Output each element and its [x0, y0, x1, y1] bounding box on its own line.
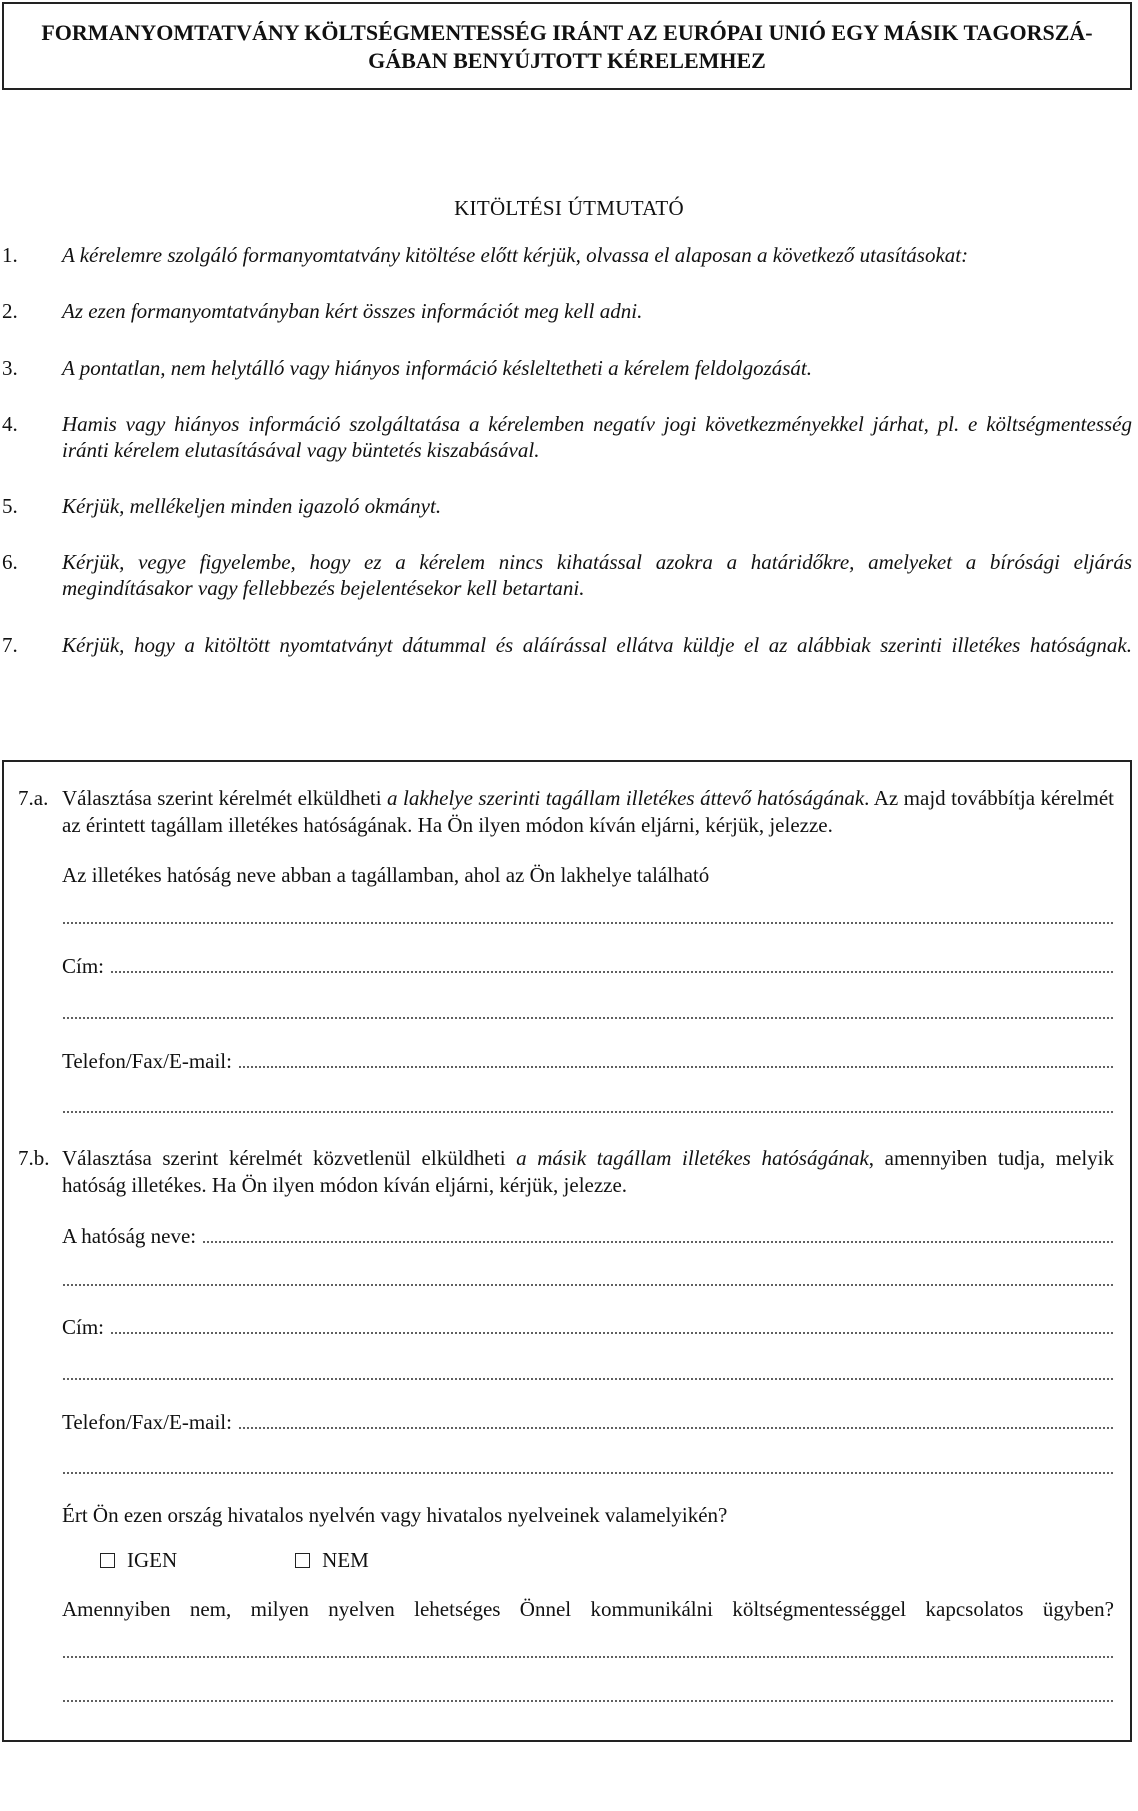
section-7a-text-emphasis: a lakhelye szerinti tagállam illetékes áttevő hatóságának [387, 786, 865, 810]
instruction-number: 3. [2, 356, 18, 380]
section-7b-paragraph [62, 1145, 1114, 1199]
section-7a-contact-field-line-2[interactable] [62, 1111, 1114, 1113]
instruction-text: Az ezen formanyomtatványban kért összes információt meg kell adni. [62, 299, 643, 323]
option-no-label: NEM [322, 1547, 369, 1572]
section-7b-number: 7.b. [18, 1146, 50, 1170]
section-7b-address-label: Cím: [62, 1315, 105, 1339]
section-7a-number: 7.a. [18, 786, 49, 810]
form-title-line-1: FORMANYOMTATVÁNY KÖLTSÉGMENTESSÉG IRÁNT AZ EURÓPAI UNIÓ EGY MÁSIK TAGORSZÁ- [41, 20, 1093, 45]
guide-heading: KITÖLTÉSI ÚTMUTATÓ [454, 196, 684, 220]
instruction-number: 1. [2, 243, 18, 267]
other-language-field-line-2[interactable] [62, 1700, 1114, 1702]
instruction-number: 6. [2, 550, 18, 574]
instruction-text: Kérjük, vegye figyelembe, hogy ez a kérelem nincs kihatással azokra a határidőkre, amelyeket a bírósági eljárás megindításakor vagy fellebbezés bejelentésekor kell betartani. [62, 550, 1132, 600]
section-7a-address-field-line-2[interactable] [62, 1017, 1114, 1019]
section-7b-authority-field-line-2[interactable] [62, 1284, 1114, 1286]
section-7a-authority-label: Az illetékes hatóság neve abban a tagállamban, ahol az Ön lakhelye található [62, 863, 710, 887]
section-7a-address-field[interactable] [62, 952, 1114, 980]
section-7b-text-b: , amennyiben tudja, melyik hatóság illetékes. Ha Ön ilyen módon kíván eljárni, kérjük, jelezze. [62, 1146, 1114, 1197]
section-7b-address-field[interactable] [62, 1313, 1114, 1341]
section-7b-authority-label: A hatóság neve: [62, 1224, 197, 1248]
instruction-text: Kérjük, mellékeljen minden igazoló okmányt. [62, 494, 442, 518]
option-yes-label: IGEN [127, 1547, 178, 1572]
section-7b-text-a: Választása szerint kérelmét közvetlenül elküldheti [62, 1146, 517, 1170]
instruction-text: A kérelemre szolgáló formanyomtatvány kitöltése előtt kérjük, olvassa el alaposan a következő utasításokat: [62, 243, 969, 267]
section-7b-contact-label: Telefon/Fax/E-mail: [62, 1410, 232, 1434]
option-yes[interactable] [100, 1548, 177, 1573]
form-title-box [2, 2, 1132, 90]
section-7a-text-b: . Az majd továbbítja kérelmét az érintett tagállam illetékes hatóságának. Ha Ön ilyen módon kíván eljárni, kérjük, jelezze. [62, 786, 1114, 837]
other-language-question: Amennyiben nem, milyen nyelven lehetséges Önnel kommunikálni költségmentességgel kapcsolatos ügyben? [62, 1597, 1114, 1621]
section-7a-address-dots [110, 971, 1114, 973]
language-options [100, 1546, 487, 1574]
instruction-number: 7. [2, 633, 18, 657]
section-7b-contact-dots [238, 1427, 1114, 1429]
instruction-number: 2. [2, 299, 18, 323]
option-no[interactable] [295, 1548, 369, 1573]
section-7a-authority-field[interactable] [62, 922, 1114, 924]
section-7b-contact-field[interactable] [62, 1408, 1114, 1436]
section-7a-contact-field[interactable] [62, 1047, 1114, 1075]
instruction-number: 4. [2, 412, 18, 436]
section-7b-address-dots [110, 1332, 1114, 1334]
section-7b-authority-dots [202, 1241, 1114, 1243]
instruction-text: Hamis vagy hiányos információ szolgáltatása a kérelemben negatív jogi következményekkel járhat, pl. e költségmentesség iránti kérelem elutasításával vagy büntetés kiszabásával. [62, 412, 1132, 462]
other-language-field[interactable] [62, 1656, 1114, 1658]
form-title-line-2: GÁBAN BENYÚJTOTT KÉRELEMHEZ [368, 48, 766, 73]
section-7a-text-a: Választása szerint kérelmét elküldheti [62, 786, 388, 810]
checkbox-yes[interactable] [100, 1553, 115, 1568]
section-7a-contact-label: Telefon/Fax/E-mail: [62, 1049, 232, 1073]
language-question: Ért Ön ezen ország hivatalos nyelvén vagy hivatalos nyelveinek valamelyikén? [62, 1503, 728, 1527]
instruction-text: A pontatlan, nem helytálló vagy hiányos információ késleltetheti a kérelem feldolgozását. [62, 356, 813, 380]
section-7a-paragraph [62, 785, 1114, 839]
section-7a-contact-dots [238, 1066, 1114, 1068]
authority-form-box [2, 760, 1132, 1742]
section-7a-address-label: Cím: [62, 954, 105, 978]
section-7b-address-field-line-2[interactable] [62, 1378, 1114, 1380]
section-7b-text-emphasis: a másik tagállam illetékes hatóságának [516, 1146, 869, 1170]
instruction-text: Kérjük, hogy a kitöltött nyomtatványt dátummal és aláírással ellátva küldje el az alábbiak szerinti illetékes hatóságnak. [62, 633, 1132, 657]
section-7b-authority-field[interactable] [62, 1222, 1114, 1250]
section-7b-contact-field-line-2[interactable] [62, 1472, 1114, 1474]
instruction-number: 5. [2, 494, 18, 518]
checkbox-no[interactable] [295, 1553, 310, 1568]
